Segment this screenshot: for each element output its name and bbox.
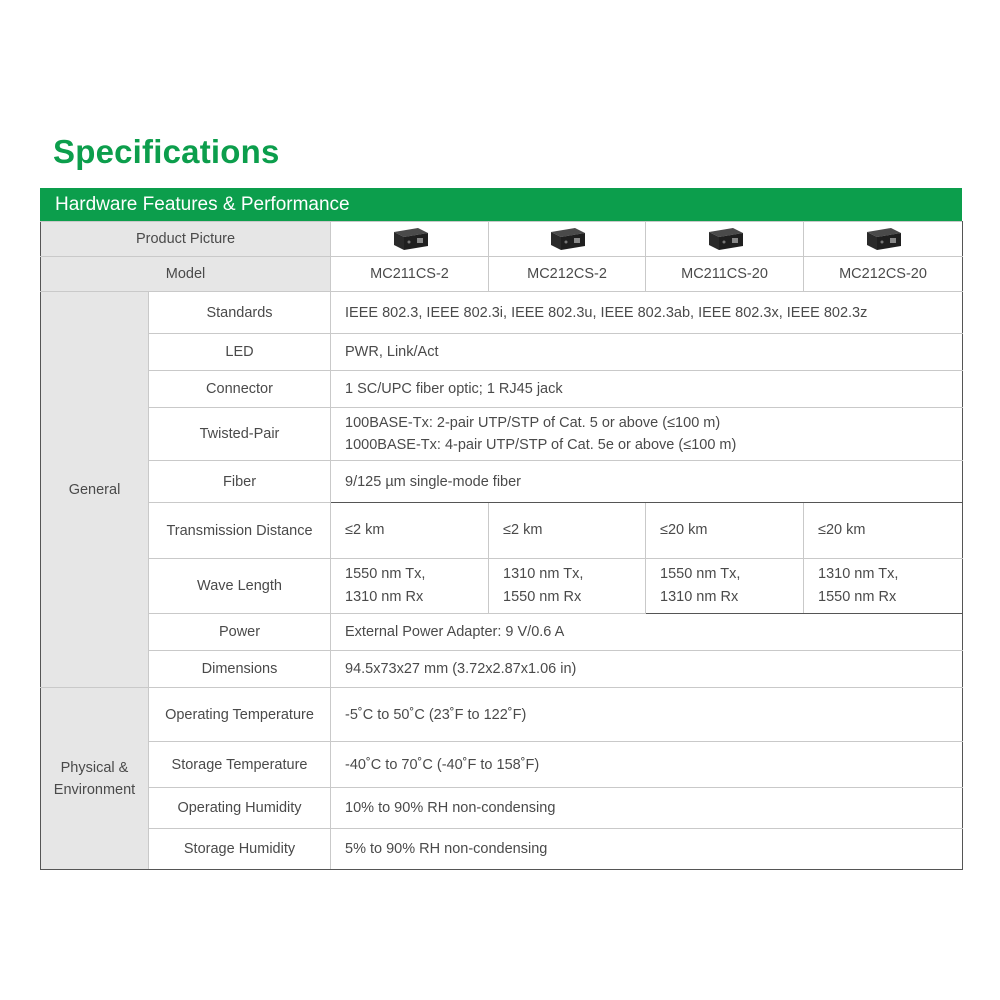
- spec-value: ≤2 km: [489, 503, 646, 559]
- model-name: MC212CS-20: [804, 257, 963, 292]
- group-label-line: Environment: [53, 781, 136, 798]
- spec-row-operating-humidity: [41, 788, 963, 829]
- spec-value-line: 1550 nm Rx: [818, 589, 897, 605]
- spec-row-connector: [41, 371, 963, 408]
- spec-value-line: 1310 nm Rx: [660, 589, 739, 605]
- spec-row-led: [41, 334, 963, 371]
- spec-value-line: 1550 nm Tx,: [660, 566, 741, 582]
- spec-row-operating-temperature: [41, 688, 963, 742]
- media-converter-device-icon: [388, 224, 432, 254]
- media-converter-device-icon: [861, 224, 905, 254]
- spec-row-power: [41, 614, 963, 651]
- product-picture-cell: [331, 222, 489, 257]
- spec-value-line: 1310 nm Tx,: [503, 566, 584, 582]
- spec-value: -40˚C to 70˚C (-40˚F to 158˚F): [331, 742, 963, 788]
- page-title: Specifications: [53, 133, 280, 170]
- spec-row-wave-length: [41, 559, 963, 614]
- product-picture-label: Product Picture: [41, 222, 331, 257]
- model-name: MC212CS-2: [489, 257, 646, 292]
- model-label: Model: [41, 257, 331, 292]
- spec-row-storage-temperature: [41, 742, 963, 788]
- spec-label: LED: [149, 334, 331, 371]
- media-converter-device-icon: [545, 224, 589, 254]
- spec-value: ≤20 km: [804, 503, 963, 559]
- spec-value-line: 1310 nm Tx,: [818, 566, 899, 582]
- spec-row-storage-humidity: [41, 829, 963, 870]
- spec-value: 94.5x73x27 mm (3.72x2.87x1.06 in): [331, 651, 963, 688]
- spec-row-fiber: [41, 461, 963, 503]
- spec-value: 1 SC/UPC fiber optic; 1 RJ45 jack: [331, 371, 963, 408]
- group-label-line: Physical &: [60, 759, 129, 776]
- product-picture-cell: [489, 222, 646, 257]
- spec-value: ≤2 km: [331, 503, 489, 559]
- spec-value: IEEE 802.3, IEEE 802.3i, IEEE 802.3u, IEEE 802.3ab, IEEE 802.3x, IEEE 802.3z: [331, 292, 963, 334]
- spec-value: [646, 559, 804, 614]
- product-picture-row: [41, 222, 963, 257]
- model-row: [41, 257, 963, 292]
- spec-label: Fiber: [149, 461, 331, 503]
- spec-row-twisted-pair: [41, 408, 963, 461]
- spec-label: Dimensions: [149, 651, 331, 688]
- spec-label: Twisted-Pair: [149, 408, 331, 461]
- spec-value: [331, 559, 489, 614]
- spec-label: Standards: [149, 292, 331, 334]
- group-general: General: [41, 292, 149, 688]
- spec-row-transmission-distance: [41, 503, 963, 559]
- spec-value-line: 1310 nm Rx: [345, 589, 424, 605]
- spec-value: [489, 559, 646, 614]
- spec-value: 5% to 90% RH non-condensing: [331, 829, 963, 870]
- spec-label: Power: [149, 614, 331, 651]
- spec-label: Operating Humidity: [149, 788, 331, 829]
- spec-row-standards: [41, 292, 963, 334]
- product-picture-cell: [804, 222, 963, 257]
- spec-value-line: 1000BASE-Tx: 4-pair UTP/STP of Cat. 5e or above (≤100 m): [345, 437, 737, 453]
- spec-row-dimensions: [41, 651, 963, 688]
- spec-label: Transmission Distance: [149, 503, 331, 559]
- spec-label: Wave Length: [149, 559, 331, 614]
- spec-value-line: 1550 nm Rx: [503, 589, 582, 605]
- spec-value: External Power Adapter: 9 V/0.6 A: [331, 614, 963, 651]
- spec-label: Operating Temperature: [149, 688, 331, 742]
- spec-table: [40, 221, 963, 870]
- model-name: MC211CS-2: [331, 257, 489, 292]
- model-name: MC211CS-20: [646, 257, 804, 292]
- group-physical-environment: [41, 688, 149, 870]
- spec-value-line: 1550 nm Tx,: [345, 566, 426, 582]
- spec-value: 9/125 µm single-mode fiber: [331, 461, 963, 503]
- spec-value: ≤20 km: [646, 503, 804, 559]
- spec-value: [331, 408, 963, 461]
- spec-value: [804, 559, 963, 614]
- spec-value-line: 100BASE-Tx: 2-pair UTP/STP of Cat. 5 or above (≤100 m): [345, 415, 721, 431]
- spec-value: PWR, Link/Act: [331, 334, 963, 371]
- product-picture-cell: [646, 222, 804, 257]
- section-banner: Hardware Features & Performance: [40, 188, 962, 221]
- spec-label: Storage Temperature: [149, 742, 331, 788]
- spec-value: 10% to 90% RH non-condensing: [331, 788, 963, 829]
- spec-label: Storage Humidity: [149, 829, 331, 870]
- spec-value: -5˚C to 50˚C (23˚F to 122˚F): [331, 688, 963, 742]
- spec-label: Connector: [149, 371, 331, 408]
- media-converter-device-icon: [703, 224, 747, 254]
